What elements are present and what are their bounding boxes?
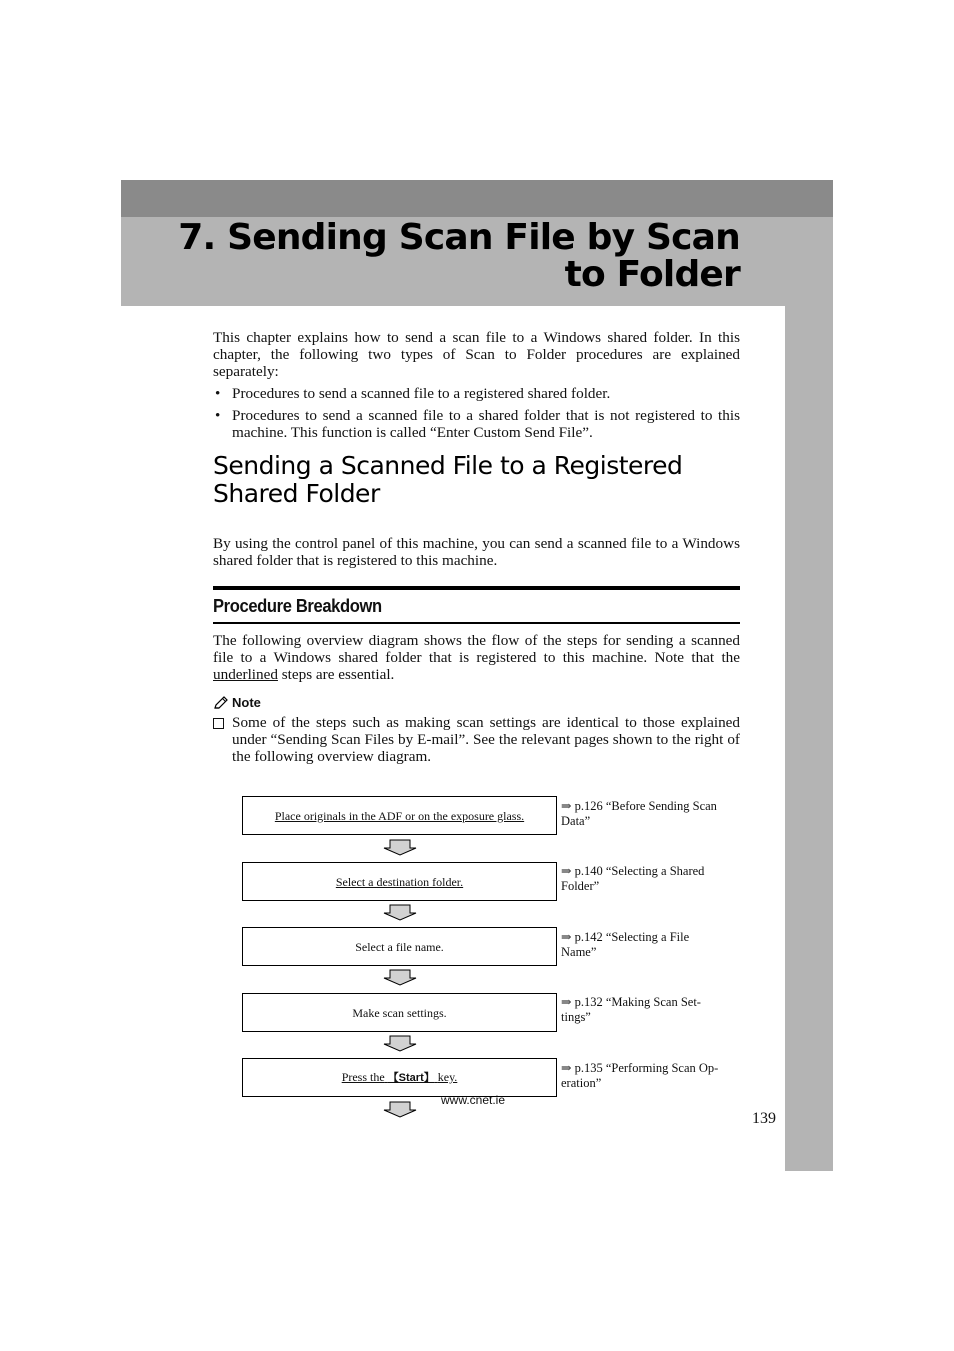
- flow-step-reference: [561, 1061, 741, 1091]
- procedure-paragraph: [213, 632, 740, 683]
- down-arrow-icon: [382, 904, 418, 921]
- reference-line: ⇒ p.140 “Selecting a Shared: [561, 864, 705, 878]
- down-arrow-icon: [382, 1035, 418, 1052]
- flow-step-label: Select a destination folder.: [335, 874, 464, 889]
- flow-step-label-text: key.: [437, 1070, 458, 1084]
- down-arrow-icon: [382, 1101, 418, 1118]
- intro-paragraph: This chapter explains how to send a scan file to a Windows shared folder. In this chapter, the following two types of Scan to Folder procedures are explained separately:: [213, 329, 740, 380]
- page-number: 139: [752, 1110, 776, 1127]
- chapter-header-band: [121, 180, 833, 217]
- procedure-heading: Procedure Breakdown: [213, 596, 382, 616]
- section-heading: [213, 452, 753, 508]
- procedure-text-before: The following overview diagram shows the flow of the steps for sending a scanned file to a Windows shared folder that is registered to this machine. Note that the: [213, 632, 740, 666]
- flow-step-reference: [561, 930, 741, 960]
- side-margin-bar: [785, 306, 833, 1171]
- reference-line: ⇒ p.126 “Before Sending Scan: [561, 799, 717, 813]
- procedure-text-underlined: underlined: [213, 666, 278, 683]
- list-item: • Procedures to send a scanned file to a registered shared folder.: [213, 385, 740, 402]
- down-arrow-icon: [382, 969, 418, 986]
- section-heading-line2: Shared Folder: [213, 479, 380, 508]
- note-item: [213, 714, 740, 765]
- reference-line: tings”: [561, 1010, 591, 1024]
- flow-step-label-text: Press the: [341, 1070, 385, 1084]
- checkbox-bullet-icon: [213, 718, 224, 729]
- flow-step-box: [242, 862, 557, 901]
- flow-step-reference: [561, 799, 741, 829]
- reference-line: Folder”: [561, 879, 600, 893]
- procedure-text-after: steps are essential.: [281, 666, 395, 683]
- list-item: • Procedures to send a scanned file to a shared folder that is not registered to this machine. This function is called “Enter Custom Send File”.: [213, 407, 740, 441]
- flow-step-label: Select a file name.: [355, 939, 444, 954]
- flow-step-box: [242, 1058, 557, 1097]
- section-paragraph: By using the control panel of this machine, you can send a scanned file to a Windows shared folder that is registered to this machine.: [213, 535, 740, 569]
- chapter-title: [160, 219, 740, 293]
- reference-line: ⇒ p.132 “Making Scan Set-: [561, 995, 701, 1009]
- flow-step-box: [242, 993, 557, 1032]
- chapter-title-line1: 7. Sending Scan File by Scan: [178, 217, 740, 258]
- reference-line: Data”: [561, 814, 591, 828]
- start-key-label: 【Start】: [387, 1072, 435, 1084]
- footer-url: www.cnet.ie: [441, 1093, 506, 1107]
- reference-line: eration”: [561, 1076, 602, 1090]
- pencil-icon: [213, 696, 229, 710]
- reference-line: Name”: [561, 945, 597, 959]
- down-arrow-icon: [382, 839, 418, 856]
- flow-step-label: Make scan settings.: [352, 1005, 447, 1020]
- flow-step-box: [242, 796, 557, 835]
- reference-line: ⇒ p.142 “Selecting a File: [561, 930, 690, 944]
- note-heading: [213, 694, 261, 711]
- flow-step-reference: [561, 995, 741, 1025]
- flow-step-box: [242, 927, 557, 966]
- flow-step-reference: [561, 864, 741, 894]
- note-text: Some of the steps such as making scan settings are identical to those explained under “Sending Scan Files by E-mail”. See the relevant pages shown to the right of the following overview diagram.: [232, 714, 740, 765]
- reference-line: ⇒ p.135 “Performing Scan Op-: [561, 1061, 719, 1075]
- chapter-title-line2: to Folder: [564, 254, 740, 295]
- heading-rule-bottom: [213, 622, 740, 624]
- heading-rule-top: [213, 586, 740, 590]
- intro-bullet-list: [213, 385, 740, 446]
- section-heading-line1: Sending a Scanned File to a Registered: [213, 451, 683, 480]
- flow-step-label: Place originals in the ADF or on the exposure glass.: [274, 808, 525, 823]
- note-label: Note: [232, 695, 261, 710]
- flow-step-label: [342, 1070, 458, 1085]
